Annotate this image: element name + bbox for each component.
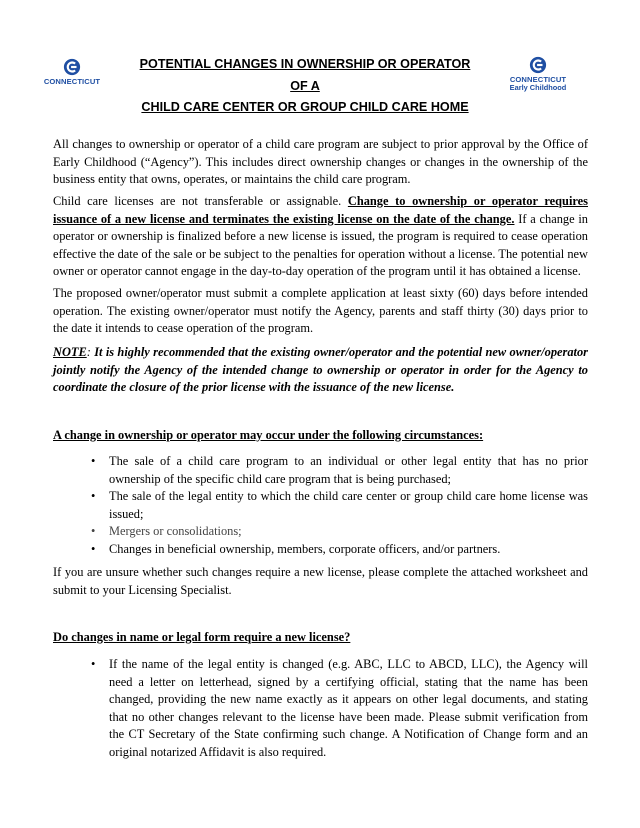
title-line-3: CHILD CARE CENTER OR GROUP CHILD CARE HOME [141, 100, 469, 114]
page-title [118, 54, 492, 119]
worksheet-paragraph [53, 564, 588, 599]
list-item [89, 541, 588, 559]
logo-left-text: CONNECTICUT [43, 77, 101, 86]
connecticut-logo-left [34, 58, 110, 86]
title-line-1: POTENTIAL CHANGES IN OWNERSHIP OR OPERATOR [139, 57, 471, 71]
connecticut-logo-icon [63, 58, 81, 76]
paragraph-1: All changes to ownership or operator of a child care program are subject to prior approval by the Office of Early Childhood (“Agency”). This includes direct ownership changes or changes in the ownership of the business entity that owns, operates, or maintains the child care program. [53, 137, 588, 187]
bullet-icon: • [91, 541, 96, 556]
paragraph-3: The proposed owner/operator must submit a complete application at least sixty (60) days before intended operation. The existing owner/operator must notify the Agency, parents and staff thirty (30) days prior to the date it intends to cease operation of the program. [53, 286, 588, 336]
list-item [89, 656, 588, 762]
logo-right-text: CONNECTICUT [509, 75, 567, 84]
list-item-text: Changes in beneficial ownership, members, corporate officers, and/or partners. [109, 541, 501, 556]
note-label: NOTE [53, 345, 87, 359]
note-body: It is highly recommended that the existing owner/operator and the potential new owner/operator jointly notify the Agency of the intended change to ownership or operator in order for the Agency to coordinate the closure of the prior license with the issuance of the new license. [53, 345, 588, 395]
paragraph-2-c: If a change in operator or ownership is finalized before a new license is issued, the program is required to cease operation effective the date of the sale or be subject to the penalties for operation without a license. The potential new owner or operator cannot engage in the day-to-day operation of the program until it has obtained a license. [53, 211, 588, 279]
bullet-icon: • [91, 454, 96, 468]
paragraph-license [53, 193, 588, 281]
connecticut-logo-icon [529, 56, 547, 74]
section-1-after: If you are unsure whether such changes require a new license, please complete the attached worksheet and submit to your Licensing Specialist. [53, 565, 588, 597]
list-item-text: If the name of the legal entity is changed (e.g. ABC, LLC to ABCD, LLC), the Agency will need a letter on letterhead, signed by a certifying official, stating that the name has been changed, providing the new name exactly as it appears on other legal documents, and stating that no other changes relevant to the license have been made. Please submit verification from the CT Secretary of the State confirming such change. A Notification of Change form and an original notarized Affidavit is also required. [109, 657, 588, 759]
bullet-icon: • [91, 489, 96, 504]
bullet-icon: • [91, 524, 96, 539]
paragraph-intro [53, 136, 588, 189]
note-text [53, 344, 588, 397]
section-1-bullet-list [89, 453, 588, 559]
paragraph-2 [53, 193, 588, 281]
note-paragraph [53, 344, 588, 397]
paragraph-2-emphasis: Change to ownership or operator requires issuance of a new license and terminates the existing license on the date of the change. [53, 194, 588, 226]
paragraph-application [53, 285, 588, 338]
list-item [89, 523, 588, 541]
list-item-text: Mergers or consolidations; [109, 524, 242, 539]
list-item [89, 488, 588, 523]
list-item [89, 453, 588, 488]
section-2-bullet-list [89, 656, 588, 762]
connecticut-early-childhood-logo [500, 56, 576, 92]
section-1-heading: A change in ownership or operator may occur under the following circumstances: [53, 428, 484, 442]
paragraph-2-a: Child care licenses are not transferable or assignable. [53, 194, 348, 208]
list-item-text: The sale of a child care program to an individual or other legal entity that has no prior ownership of the specific child care program that is being purchased; [109, 454, 588, 486]
note-colon: : [86, 345, 91, 359]
section-2-heading: Do changes in name or legal form require a new license? [53, 630, 351, 644]
bullet-icon: • [91, 657, 96, 671]
list-item-text: The sale of the legal entity to which the child care center or group child care home license was issued; [109, 489, 588, 521]
title-line-2: OF A [290, 78, 320, 93]
logo-right-subtext: Early Childhood [509, 83, 567, 92]
